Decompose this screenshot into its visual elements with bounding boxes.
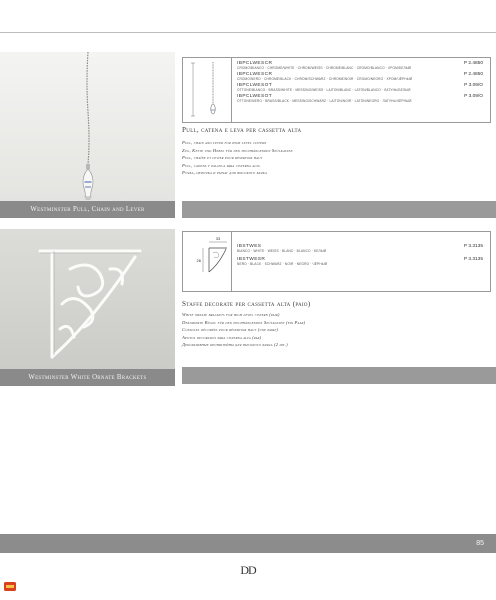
translation-de: Zug, Kette und Hebel für den hochhängenden Spülkasten [182, 147, 293, 153]
pull-chain-photo [0, 52, 175, 218]
product-code: IBPCLWESCR [237, 61, 273, 66]
translation-ru: Декоративные кронштейны для высокого бачка (2 шт.) [182, 342, 288, 348]
code-row [237, 244, 483, 253]
product-photo-brackets [0, 229, 175, 386]
code-row [237, 94, 483, 103]
finish-text: OTTONE/BIANCO · BRASS/WHITE · MESSING/WEISS · LAITON/BLANC · LATÓN/BLANCO · ЛАТУНЬ/БЕЛЫЙ [237, 88, 411, 92]
product-photo-pull-chain [0, 52, 175, 218]
code-list [237, 61, 483, 105]
dimension-width: 33 [215, 236, 221, 241]
brackets-photo [0, 229, 175, 386]
code-row [237, 72, 483, 81]
corner-tag-icon [4, 582, 16, 591]
product-code: IBSTWESR [237, 257, 266, 262]
bracket-drawing [183, 232, 231, 291]
code-row [237, 83, 483, 92]
technical-drawing [183, 58, 232, 122]
product-details-pull-chain [182, 57, 496, 220]
pull-chain-drawing [183, 58, 231, 122]
code-row [237, 257, 483, 266]
translation-es: Pull, cadena y palanca para cisterna alta [182, 162, 260, 168]
finish-text: CROMO/NERO · CHROME/BLACK · CHROM/SCHWARZ · CHROME/NOIR · CROMO/NEGRO · ХРОМ/ЧЁРНЫЙ [237, 77, 413, 81]
finish-text: OTTONE/NERO · BRASS/BLACK · MESSING/SCHWARZ · LAITON/NOIR · LATÓN/NEGRO · ЛАТУНЬ/ЧЁРНЫЙ [237, 99, 412, 103]
price: P 3.09/O [464, 83, 483, 88]
price: P 3.09/O [464, 94, 483, 99]
translation-en: White ornate brackets for high level cistern (pair) [182, 312, 280, 317]
photo-caption: Westminster Pull, Chain and Lever [0, 201, 175, 218]
finish-text: CROMO/BIANCO · CHROME/WHITE · CHROM/WEISS · CHROME/BLANC · CROMO/BLANCO · ХРОМ/БЕЛЫЙ [237, 66, 412, 70]
price: P 2.4850 [463, 72, 483, 77]
brand-logo: DD [240, 563, 256, 577]
translation-en: Pull, chain and lever for high level cistern [182, 140, 267, 145]
top-divider [0, 32, 496, 33]
translation-de: Dekorierte Bügel für den hochhängenden Spülkasten (ein Paar) [182, 319, 306, 325]
product-code: IBPCLWESOT [237, 94, 273, 99]
translation-list [182, 139, 482, 177]
product-title: Staffe decorate per cassetta alta (paio) [182, 300, 311, 308]
translation-fr: Consoles décorées pour réservoir haut (une paire) [182, 327, 279, 333]
product-code: IBPCLWESCR [237, 72, 273, 77]
footer-bar [0, 534, 496, 553]
section-bar [182, 367, 496, 384]
product-code: IBSTWES [237, 244, 262, 249]
price: P 3.3135 [463, 257, 483, 262]
price: P 2.4850 [463, 61, 483, 66]
photo-caption: Westminster White Ornate Brackets [0, 369, 175, 386]
technical-drawing [183, 232, 232, 291]
product-details-brackets [182, 231, 496, 391]
translation-fr: Pull, chaîne et levier pour réservoir haut [182, 155, 263, 161]
code-row [237, 61, 483, 70]
spec-table [182, 57, 491, 123]
page-number: 85 [476, 540, 484, 547]
finish-text: BIANCO · WHITE · WEISS · BLANC · BLANCO · БЕЛЫЙ [237, 249, 327, 253]
spec-table [182, 231, 491, 292]
finish-text: NERO · BLACK · SCHWARZ · NOIR · NEGRO · ЧЁРНЫЙ [237, 262, 328, 266]
translation-ru: Ручка, цепочка и рычаг для высокого бачка [182, 170, 267, 176]
translation-es: Apoyos decorados para cisterna alta (par) [182, 334, 262, 340]
product-title: Pull, catena e leva per cassetta alta [182, 126, 302, 134]
translation-list [182, 311, 482, 349]
price: P 3.3135 [463, 244, 483, 249]
dimension-height: 26 [196, 258, 201, 263]
section-bar [182, 201, 496, 218]
product-code: IBPCLWESOT [237, 83, 273, 88]
code-list [237, 244, 483, 268]
